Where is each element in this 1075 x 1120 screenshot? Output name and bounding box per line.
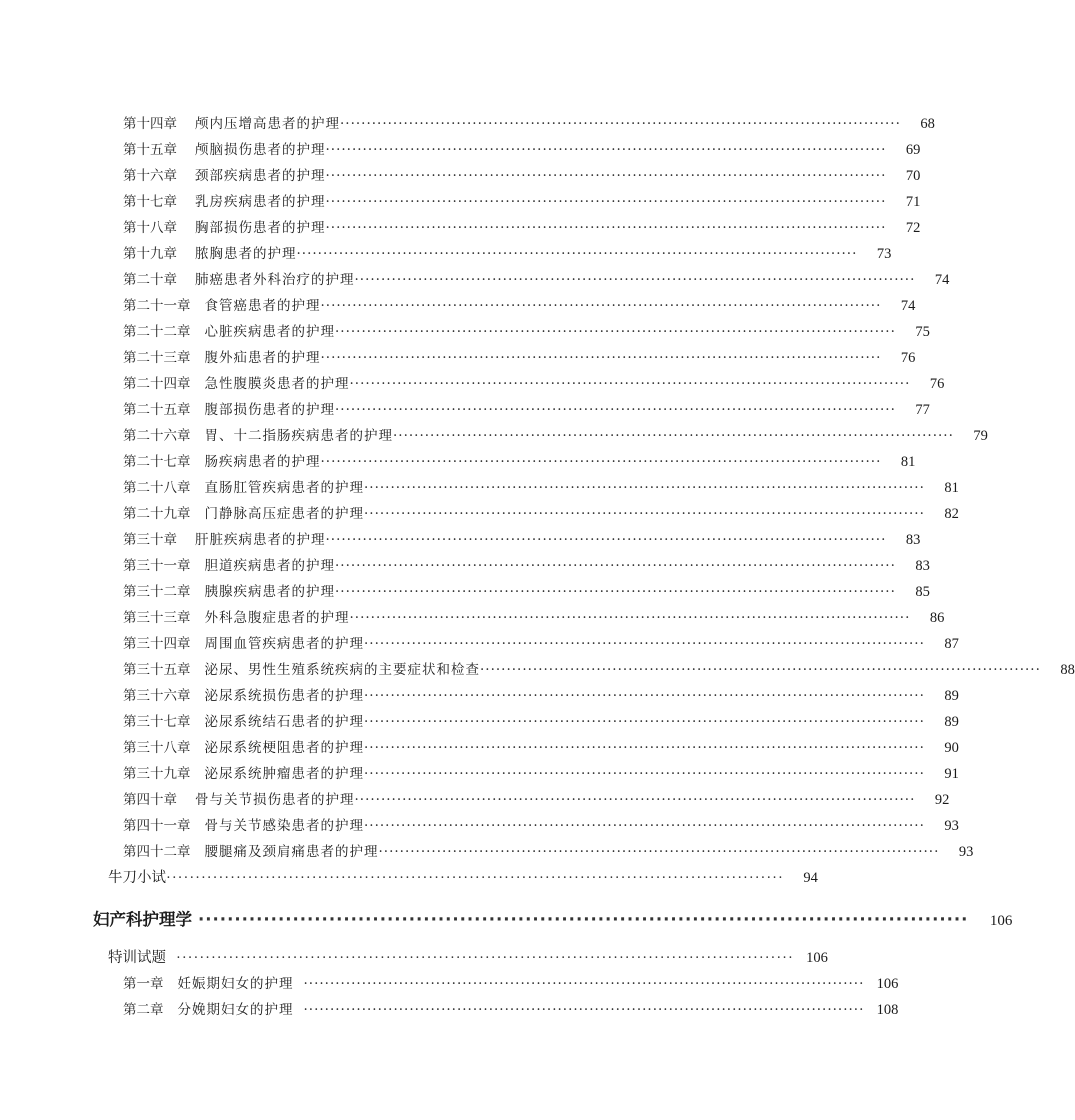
toc-entry[interactable] <box>123 476 959 498</box>
toc-entry[interactable] <box>123 762 959 784</box>
chapter-number: 第十五章 <box>123 142 177 158</box>
page-number: 69 <box>905 142 921 158</box>
page-number: 75 <box>915 324 930 340</box>
page-number: 83 <box>905 532 921 548</box>
leader-dots: ·········································································································· <box>378 844 940 860</box>
leader-dots: ·········································································································· <box>354 792 916 808</box>
chapter-title: 心脏疾病患者的护理 <box>204 324 335 340</box>
toc-entry[interactable] <box>123 658 1075 680</box>
toc-entry[interactable] <box>123 372 945 394</box>
leader-dots: ·········································································································· <box>354 272 916 288</box>
leader-dots: ·········································································································· <box>335 324 896 340</box>
toc-section-heading[interactable] <box>93 906 1013 932</box>
leader-dots: ·········································································································· <box>325 168 887 184</box>
toc-entry[interactable] <box>123 710 959 732</box>
chapter-number: 第三十五章 <box>123 662 191 678</box>
chapter-title: 腹部损伤患者的护理 <box>204 402 335 418</box>
chapter-title: 外科急腹症患者的护理 <box>204 610 350 626</box>
chapter-number: 第三十九章 <box>123 766 191 782</box>
toc-entry[interactable] <box>123 268 950 290</box>
leader-dots: ·········································································································· <box>364 480 925 496</box>
chapter-number: 第十九章 <box>123 246 177 262</box>
page-number: 77 <box>915 402 930 418</box>
chapter-number: 第二十六章 <box>123 428 191 444</box>
leader-dots: ·········································································································· <box>198 910 969 929</box>
chapter-title: 腰腿痛及颈肩痛患者的护理 <box>204 844 379 860</box>
chapter-title: 胸部损伤患者的护理 <box>195 220 326 236</box>
toc-entry[interactable] <box>123 294 916 316</box>
page-number: 81 <box>900 454 916 470</box>
chapter-number: 第一章 <box>123 976 164 992</box>
leader-dots: ·········································································································· <box>303 976 865 992</box>
chapter-title: 骨与关节感染患者的护理 <box>204 818 364 834</box>
section-title: 妇产科护理学 <box>93 910 192 929</box>
chapter-title: 食管癌患者的护理 <box>204 298 321 314</box>
chapter-number: 第十四章 <box>123 116 177 132</box>
leader-dots: ·········································································································· <box>325 142 887 158</box>
toc-entry[interactable] <box>123 814 959 836</box>
toc-entry[interactable] <box>123 632 959 654</box>
page-number: 106 <box>876 976 899 992</box>
leader-dots: ·········································································································· <box>296 246 858 262</box>
page-number: 83 <box>915 558 930 574</box>
chapter-title: 颅脑损伤患者的护理 <box>195 142 326 158</box>
page-number: 92 <box>934 792 950 808</box>
chapter-number: 第二十四章 <box>123 376 191 392</box>
toc-entry[interactable] <box>123 554 930 576</box>
page-number: 68 <box>920 116 935 132</box>
toc-entry[interactable] <box>123 424 988 446</box>
chapter-title: 分娩期妇女的护理 <box>177 1002 294 1018</box>
chapter-number: 第四十一章 <box>123 818 191 834</box>
toc-entry[interactable] <box>123 736 959 758</box>
leader-dots: ·········································································································· <box>364 766 925 782</box>
leader-dots: ·········································································································· <box>364 740 925 756</box>
chapter-number: 第三十一章 <box>123 558 191 574</box>
toc-entry[interactable] <box>123 398 930 420</box>
toc-entry[interactable] <box>123 346 916 368</box>
chapter-number: 第十六章 <box>123 168 177 184</box>
page-number: 85 <box>915 584 930 600</box>
leader-dots: ·········································································································· <box>364 688 925 704</box>
leader-dots: ·········································································································· <box>364 636 925 652</box>
toc-entry[interactable] <box>123 972 899 994</box>
chapter-number: 第二章 <box>123 1002 164 1018</box>
leader-dots: ·········································································································· <box>320 298 882 314</box>
chapter-title: 颈部疾病患者的护理 <box>195 168 326 184</box>
chapter-title: 肠疾病患者的护理 <box>204 454 321 470</box>
leader-dots: ·········································································································· <box>320 350 882 366</box>
chapter-number: 第二十三章 <box>123 350 191 366</box>
chapter-number: 第四十章 <box>123 792 177 808</box>
chapter-title: 妊娠期妇女的护理 <box>177 976 294 992</box>
chapter-title: 颅内压增高患者的护理 <box>195 116 340 132</box>
toc-entry[interactable] <box>123 138 921 160</box>
chapter-number: 第二十二章 <box>123 324 191 340</box>
leader-dots: ·········································································································· <box>393 428 954 444</box>
page-number: 71 <box>905 194 921 210</box>
page-number: 73 <box>876 246 892 262</box>
page-number: 88 <box>1060 662 1075 678</box>
leader-dots: ·········································································································· <box>349 610 911 626</box>
page-number: 89 <box>944 714 959 730</box>
leader-dots: ·········································································································· <box>335 558 896 574</box>
chapter-title: 胰腺疾病患者的护理 <box>204 584 335 600</box>
chapter-number: 第四十二章 <box>123 844 191 860</box>
toc-entry[interactable] <box>123 606 945 628</box>
page-number: 89 <box>944 688 959 704</box>
chapter-number: 第二十一章 <box>123 298 191 314</box>
leader-dots: ·········································································································· <box>176 950 794 966</box>
page-number: 81 <box>944 480 959 496</box>
toc-entry[interactable] <box>123 164 921 186</box>
page-number: 76 <box>929 376 945 392</box>
leader-dots: ·········································································································· <box>480 662 1041 678</box>
chapter-number: 第三十三章 <box>123 610 191 626</box>
chapter-title: 直肠肛管疾病患者的护理 <box>204 480 364 496</box>
leader-dots: ·········································································································· <box>335 402 896 418</box>
leader-dots: ·········································································································· <box>325 194 887 210</box>
chapter-number: 第二十八章 <box>123 480 191 496</box>
page-number: 106 <box>989 913 1013 929</box>
toc-entry-tesun[interactable] <box>108 946 828 968</box>
page-number: 93 <box>944 818 959 834</box>
toc-entry[interactable] <box>123 788 950 810</box>
toc-entry[interactable] <box>123 190 921 212</box>
page-number: 106 <box>806 950 828 966</box>
chapter-title: 乳房疾病患者的护理 <box>195 194 326 210</box>
page-number: 72 <box>905 220 921 236</box>
leader-dots: ·········································································································· <box>320 454 882 470</box>
chapter-title: 泌尿系统结石患者的护理 <box>204 714 364 730</box>
chapter-number: 第二十七章 <box>123 454 191 470</box>
page-number: 87 <box>944 636 959 652</box>
page-number: 108 <box>876 1002 899 1018</box>
toc-entry[interactable] <box>123 112 935 134</box>
chapter-title: 泌尿系统肿瘤患者的护理 <box>204 766 364 782</box>
chapter-number: 第二十五章 <box>123 402 191 418</box>
chapter-number: 第三十六章 <box>123 688 191 704</box>
chapter-title: 泌尿、男性生殖系统疾病的主要症状和检查 <box>204 662 480 678</box>
chapter-title: 胃、十二指肠疾病患者的护理 <box>204 428 393 444</box>
chapter-title: 肝脏疾病患者的护理 <box>195 532 326 548</box>
leader-dots: ·········································································································· <box>335 584 896 600</box>
chapter-number: 第二十九章 <box>123 506 191 522</box>
page-number: 90 <box>944 740 959 756</box>
page-number: 82 <box>944 506 959 522</box>
toc-entry[interactable] <box>123 998 899 1020</box>
page-number: 76 <box>900 350 916 366</box>
toc-entry[interactable] <box>123 320 930 342</box>
chapter-number: 第三十二章 <box>123 584 191 600</box>
toc-entry[interactable] <box>123 684 959 706</box>
toc-entry[interactable] <box>123 528 921 550</box>
chapter-title: 肺癌患者外科治疗的护理 <box>195 272 355 288</box>
chapter-title: 胆道疾病患者的护理 <box>204 558 335 574</box>
leader-dots: ·········································································································· <box>166 870 784 886</box>
page-number: 86 <box>929 610 945 626</box>
chapter-number: 第三十四章 <box>123 636 191 652</box>
toc-entry[interactable] <box>123 840 974 862</box>
entry-title: 特训试题 <box>108 950 166 966</box>
page-number: 74 <box>900 298 916 314</box>
chapter-title: 周围血管疾病患者的护理 <box>204 636 364 652</box>
chapter-number: 第十七章 <box>123 194 177 210</box>
leader-dots: ·········································································································· <box>325 220 887 236</box>
chapter-title: 急性腹膜炎患者的护理 <box>204 376 350 392</box>
toc-entry[interactable] <box>123 502 959 524</box>
page-number: 70 <box>905 168 921 184</box>
chapter-number: 第三十八章 <box>123 740 191 756</box>
page-number: 91 <box>944 766 959 782</box>
chapter-title: 骨与关节损伤患者的护理 <box>195 792 355 808</box>
chapter-number: 第十八章 <box>123 220 177 236</box>
chapter-title: 泌尿系统损伤患者的护理 <box>204 688 364 704</box>
chapter-number: 第二十章 <box>123 272 177 288</box>
page-number: 74 <box>934 272 950 288</box>
leader-dots: ·········································································································· <box>349 376 911 392</box>
leader-dots: ·········································································································· <box>364 818 925 834</box>
leader-dots: ·········································································································· <box>325 532 887 548</box>
toc-entry[interactable] <box>123 580 930 602</box>
page-number: 79 <box>973 428 988 444</box>
toc-entry[interactable] <box>123 216 921 238</box>
leader-dots: ·········································································································· <box>364 714 925 730</box>
toc-entry[interactable] <box>123 242 892 264</box>
leader-dots: ·········································································································· <box>364 506 925 522</box>
leader-dots: ·········································································································· <box>303 1002 865 1018</box>
toc-entry-niudao[interactable] <box>108 866 818 888</box>
chapter-title: 脓胸患者的护理 <box>195 246 297 262</box>
toc-entry[interactable] <box>123 450 916 472</box>
entry-title: 牛刀小试 <box>108 870 166 886</box>
page-number: 94 <box>803 870 818 886</box>
page-number: 93 <box>958 844 974 860</box>
chapter-number: 第三十七章 <box>123 714 191 730</box>
leader-dots: ·········································································································· <box>340 116 901 132</box>
chapter-title: 泌尿系统梗阻患者的护理 <box>204 740 364 756</box>
chapter-title: 腹外疝患者的护理 <box>204 350 321 366</box>
chapter-title: 门静脉高压症患者的护理 <box>204 506 364 522</box>
chapter-number: 第三十章 <box>123 532 177 548</box>
